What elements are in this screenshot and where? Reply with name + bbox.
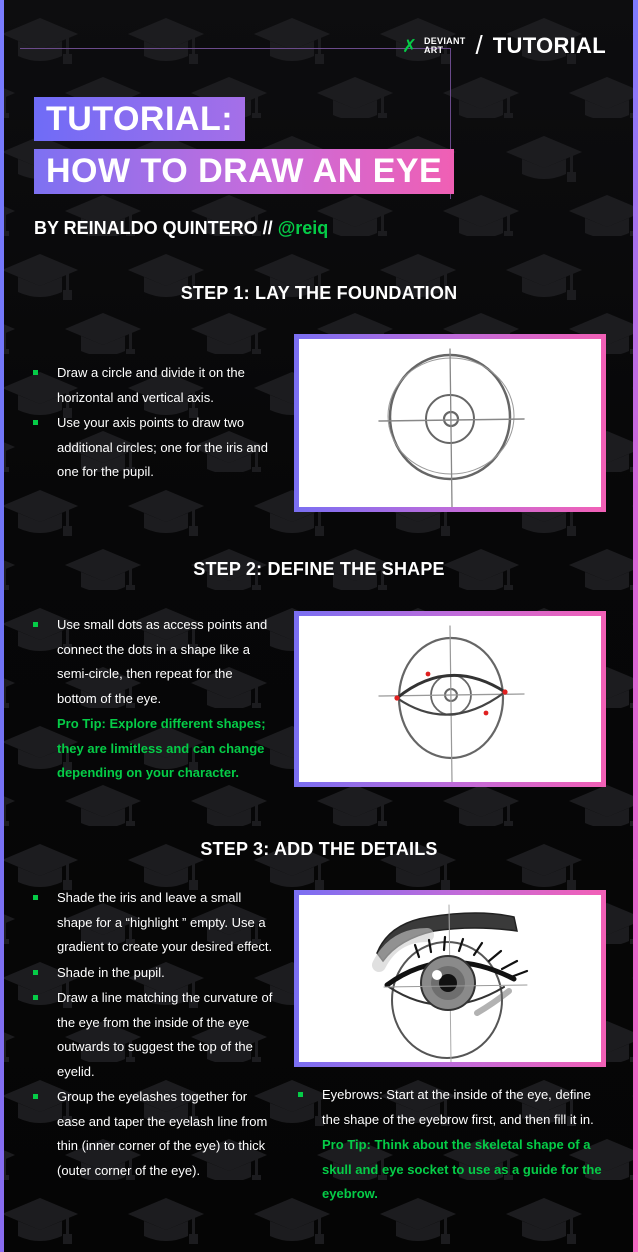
step-1-image (294, 334, 606, 512)
logo-text-top: DEVIANT (423, 35, 466, 46)
list-item: Shade the iris and leave a small shape for a “highlight ” empty. Use a gradient to create your desired effect. (33, 886, 273, 960)
step-2-title: STEP 2: DEFINE THE SHAPE (193, 559, 445, 579)
step-3-title: STEP 3: ADD THE DETAILS (200, 839, 438, 859)
list-item: Use small dots as access points and connect the dots in a shape like a semi-circle, then repeat for the bottom of the eye. (33, 613, 273, 711)
pro-tip: Pro Tip: Explore different shapes; they are limitless and can change depending on your character. (57, 716, 266, 780)
author-byline (34, 218, 328, 239)
author-handle: @reiq (277, 218, 329, 238)
list-item: Group the eyelashes together for ease and taper the eyelash line from thin (inner corner of the eye) to thick (outer corner of the eye). (33, 1085, 273, 1183)
step-3-list (33, 886, 273, 1184)
eye-sketch-circles-icon (299, 339, 601, 507)
step-3-image (294, 890, 606, 1067)
step-1-list (33, 361, 273, 486)
pro-tip: Pro Tip: Think about the skeletal shape of a skull and eye socket to use as a guide for the eyebrow. (322, 1137, 602, 1201)
list-item: Use your axis points to draw two additional circles; one for the iris and one for the pupil. (33, 411, 273, 485)
left-gradient-edge (0, 0, 4, 1252)
step-3-eyebrow-list (298, 1083, 608, 1208)
title-line-1: TUTORIAL: (34, 97, 245, 141)
eye-sketch-shape-icon (299, 616, 601, 782)
list-item: Eyebrows: Start at the inside of the eye, define the shape of the eyebrow first, and then fill it in. (298, 1083, 608, 1132)
title-line-2: HOW TO DRAW AN EYE (34, 149, 454, 194)
step-1-title: STEP 1: LAY THE FOUNDATION (180, 283, 458, 303)
slash-divider: / (475, 30, 483, 60)
deviantart-logo-icon: ✗ (401, 35, 418, 56)
list-item: Draw a circle and divide it on the horizontal and vertical axis. (33, 361, 273, 410)
deviantart-brand (402, 30, 606, 61)
list-item: Shade in the pupil. (33, 961, 273, 986)
eye-sketch-detailed-icon (299, 895, 601, 1062)
section-label: TUTORIAL (492, 32, 606, 58)
byline-prefix: BY REINALDO QUINTERO // (34, 218, 273, 238)
logo-text-bottom: ART (423, 44, 444, 55)
deviantart-wordmark (424, 37, 466, 55)
step-2-image (294, 611, 606, 787)
step-2-list (33, 613, 273, 787)
list-item: Draw a line matching the curvature of the eye from the inside of the eye outwards to suggest the top of the eyelid. (33, 986, 273, 1084)
right-gradient-edge (633, 0, 638, 1252)
